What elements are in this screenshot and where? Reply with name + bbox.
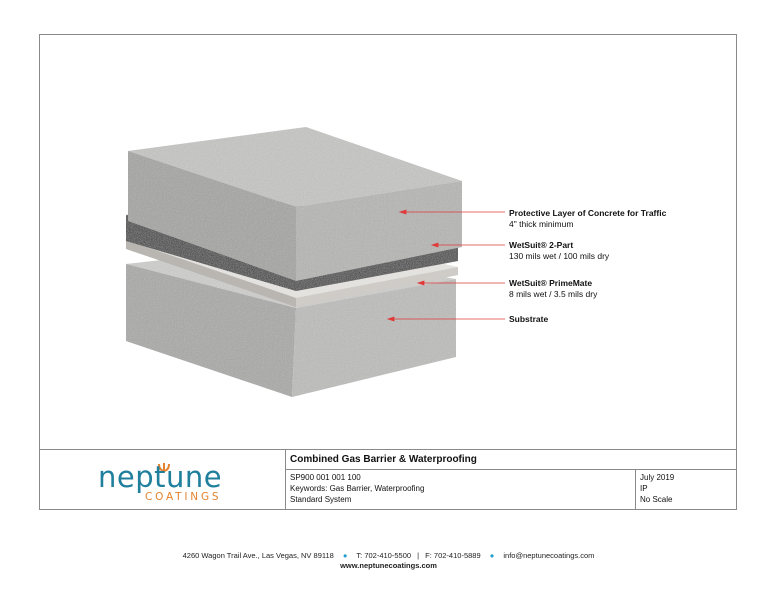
contact-footer xyxy=(0,551,777,571)
neptune-coatings-logo xyxy=(98,458,228,504)
footer-fax: F: 702-410-5889 xyxy=(425,551,481,560)
footer-website[interactable]: www.neptunecoatings.com xyxy=(340,561,437,570)
callout-concrete-spec: 4" thick minimum xyxy=(509,219,574,229)
callout-primemate xyxy=(509,278,597,300)
detail-code: SP900 001 001 100 xyxy=(290,473,361,482)
callout-wetsuit-2-part-name: WetSuit® 2-Part xyxy=(509,240,574,250)
detail-title: Combined Gas Barrier & Waterproofing xyxy=(290,454,477,465)
layer-stack-illustration xyxy=(40,35,736,449)
callout-primemate-name: WetSuit® PrimeMate xyxy=(509,278,593,288)
footer-email[interactable]: info@neptunecoatings.com xyxy=(503,551,595,560)
callout-primemate-spec: 8 mils wet / 3.5 mils dry xyxy=(509,289,598,299)
detail-date: July 2019 xyxy=(640,473,675,482)
title-cell xyxy=(286,450,736,470)
callout-substrate xyxy=(509,314,548,325)
detail-system: Standard System xyxy=(290,495,352,504)
logo-wordmark: neptune xyxy=(98,460,223,494)
callout-concrete xyxy=(509,208,666,230)
detail-units: IP xyxy=(640,484,648,493)
info-cell xyxy=(286,470,636,510)
drawing-sheet xyxy=(39,34,737,510)
footer-address: 4260 Wagon Trail Ave., Las Vegas, NV 89118 xyxy=(182,551,334,560)
callout-wetsuit-2-part-spec: 130 mils wet / 100 mils dry xyxy=(509,251,610,261)
detail-scale: No Scale xyxy=(640,495,673,504)
callout-substrate-name: Substrate xyxy=(509,314,549,324)
layer-diagram xyxy=(40,35,736,449)
detail-keywords: Keywords: Gas Barrier, Waterproofing xyxy=(290,484,425,493)
meta-cell xyxy=(636,470,736,510)
separator-icon: | xyxy=(417,551,420,560)
bullet-icon: ● xyxy=(342,551,348,560)
footer-phone: T: 702-410-5500 xyxy=(356,551,412,560)
callout-concrete-name: Protective Layer of Concrete for Traffic xyxy=(509,208,667,218)
callout-wetsuit-2-part xyxy=(509,240,609,262)
title-block xyxy=(40,449,736,510)
logo-subtitle: COATINGS xyxy=(145,491,222,503)
logo-cell xyxy=(40,450,286,510)
bullet-icon: ● xyxy=(489,551,495,560)
